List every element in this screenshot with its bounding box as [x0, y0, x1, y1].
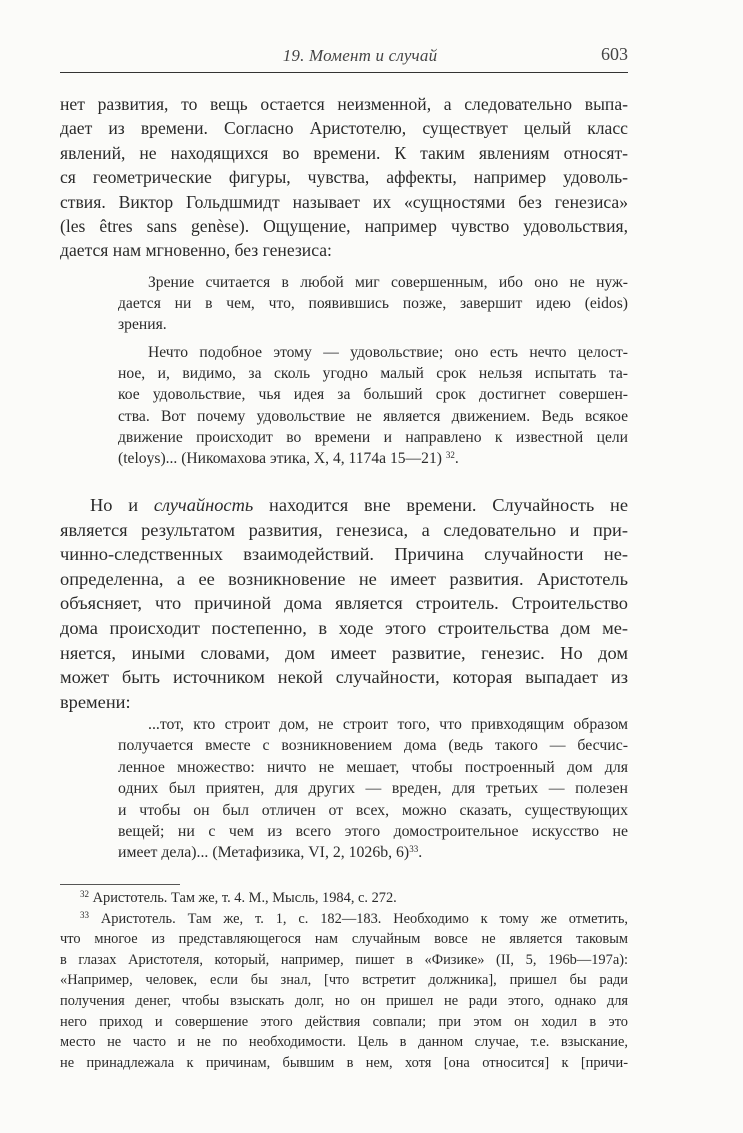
footnote-33 — [60, 909, 628, 930]
text-line: чинно-следственных взаимодействий. Причина случайности не- — [60, 544, 628, 565]
quote-1a — [118, 272, 628, 336]
footnote-line: «Например, человек, если бы знал, [что встретит должника], пришел бы ради — [60, 972, 628, 989]
quote-line: кое удовольствие, чья идея за больший срок достигнет совершен- — [118, 386, 628, 404]
quote-1b — [118, 342, 628, 469]
text-run: Но и — [90, 495, 154, 515]
quote-line: (teloys)... (Никомахова этика, X, 4, 1174a 15—21) $^{32}$. — [118, 450, 459, 468]
paragraph-2 — [60, 493, 628, 714]
footnote-line: не принадлежала к причинам, бывшим в нем, хотя [она относится] к [причи- — [60, 1054, 628, 1071]
text-line: дает из времени. Согласно Аристотелю, существует целый класс — [60, 118, 628, 139]
page-number: 603 — [601, 44, 628, 64]
text-line: может быть источником некой случайности, которая выпадает из — [60, 667, 628, 688]
quote-line: вещей; ни с чем из всего этого домостроительное искусство не — [118, 823, 628, 841]
footnote-ref-32[interactable]: 32 — [445, 450, 455, 461]
paragraph-1 — [60, 92, 628, 263]
footnote-ref-33[interactable]: 33 — [409, 844, 419, 855]
text-line: дается нам мгновенно, без генезиса: — [60, 240, 332, 261]
quote-line: ленное множество: ничто не мешает, чтобы построенный дом для — [118, 758, 628, 776]
quote-line-text: имеет дела)... (Метафизика, VI, 2, 1026b, 6) — [118, 844, 410, 862]
footnote-line: него приход и совершение этого действия совпали; при этом он ходил в это — [60, 1013, 628, 1030]
footnote-32 — [60, 888, 628, 909]
footnote-line: что многое из представляющегося нам случайным вовсе не является таковым — [60, 931, 628, 948]
quote-line: получается вместе с возникновением дома (ведь такого — бесчис- — [118, 737, 628, 755]
quote-2 — [118, 714, 628, 864]
running-header — [60, 42, 628, 73]
text-line: няется, иными словами, дом имеет развитие, генезис. Но дом — [60, 642, 628, 663]
text-line — [60, 493, 628, 518]
quote-line: ное, и, видимо, за сколь угодно малый срок нельзя испытать та- — [118, 365, 628, 383]
text-line: нет развития, то вещь остается неизменной, а следовательно выпа- — [60, 94, 628, 114]
quote-line: Зрение считается в любой миг совершенным, ибо оно не нуж- — [148, 274, 628, 291]
quote-line: движение происходит во времени и направлено к известной цели — [118, 428, 628, 446]
footnote-mark: 33 — [80, 909, 89, 920]
emphasis-word: случайность — [153, 495, 254, 515]
text-line: является результатом развития, генезиса, а следовательно и при- — [60, 519, 628, 540]
quote-line: дается ни в чем, что, появившись позже, завершит идею (eidos) — [118, 295, 628, 313]
quote-line: ства. Вот почему удовольствие не является движением. Ведь всякое — [118, 407, 628, 425]
quote-line: Нечто подобное этому — удовольствие; оно есть нечто целост- — [148, 344, 628, 361]
footnote-divider — [60, 884, 180, 885]
footnote-text: Аристотель. Там же, т. 4. М., Мысль, 1984, с. 272. — [92, 890, 397, 906]
footnote-line: место не часто и не по необходимости. Цель в данном случае, т.е. взыскание, — [60, 1034, 628, 1051]
text-line: дома происходит постепенно, в ходе этого строительства дом ме- — [60, 617, 628, 638]
footnote-mark: 32 — [80, 889, 89, 899]
text-line: явлений, не находящихся во времени. К таким явлениям относят- — [60, 142, 628, 163]
quote-line: одних был приятен, для других — вреден, для третьих — полезен — [118, 780, 628, 798]
footnote-line: получения денег, чтобы взыскать долг, но он пришел не ради этого, однако для — [60, 992, 628, 1009]
text-line: определенна, а ее возникновение не имеет развития. Аристотель — [60, 568, 628, 589]
text-run: находится вне времени. Случайность не — [253, 495, 629, 515]
footnote-line: в глазах Аристотеля, который, например, пишет в «Физике» (II, 5, 196b—197a): — [60, 951, 628, 968]
quote-line: имеет дела)... (Метафизика, VI, 2, 1026b, 6)$^{33}$. — [118, 844, 423, 862]
footnote-text: Аристотель. Там же, т. 1, с. 182—183. Необходимо к тому же отметить, — [100, 910, 628, 927]
text-line: времени: — [60, 691, 131, 712]
chapter-title: 19. Момент и случай — [282, 46, 438, 65]
text-line: объясняет, что причиной дома является строитель. Строительство — [60, 593, 628, 614]
text-line: (les êtres sans genèse). Ощущение, например чувство удовольствия, — [60, 216, 628, 237]
text-line: ся геометрические фигуры, чувства, аффекты, например удоволь- — [60, 167, 628, 188]
footnotes — [60, 888, 628, 1073]
quote-line-text: (teloys)... (Никомахова этика, X, 4, 1174a 15—21) — [118, 450, 442, 468]
quote-line: и чтобы он был отличен от всех, можно сказать, существующих — [118, 801, 628, 819]
text-line: ствия. Виктор Гольдшмидт называет их «сущностями без генезиса» — [60, 191, 628, 212]
quote-line: ...тот, кто строит дом, не строит того, что привходящим образом — [148, 716, 628, 733]
quote-line: зрения. — [118, 316, 167, 334]
